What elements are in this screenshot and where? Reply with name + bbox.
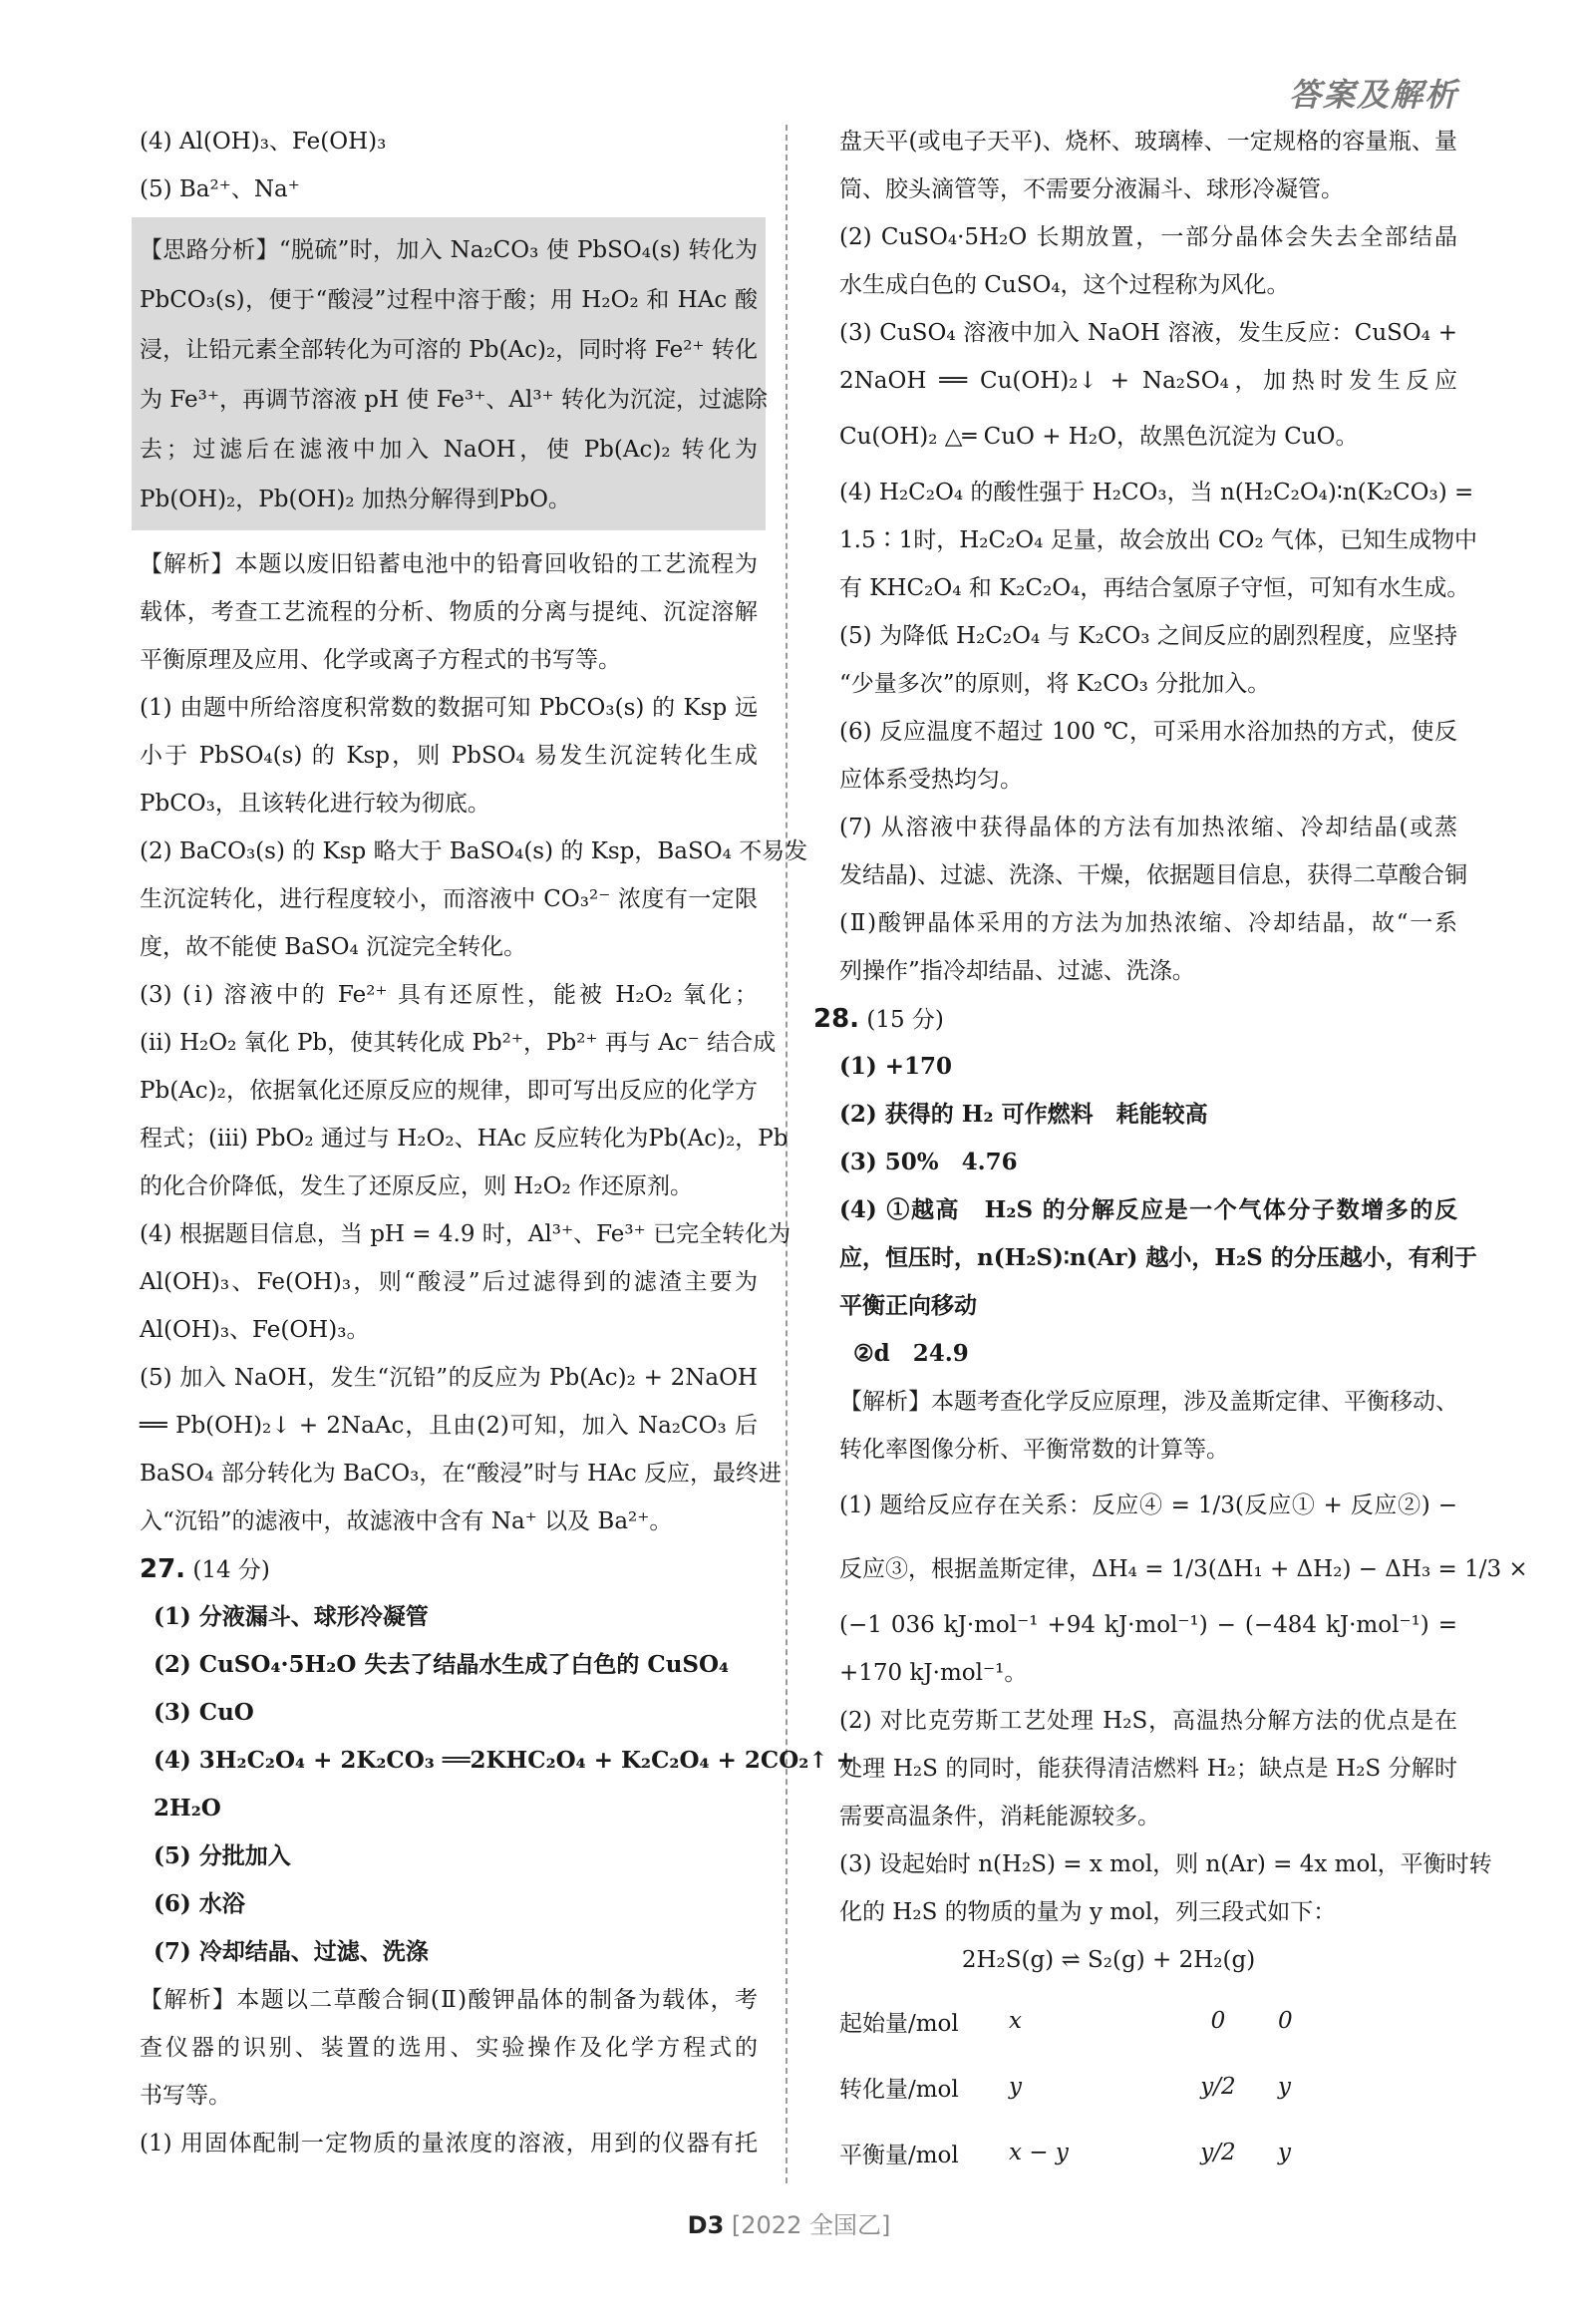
solution-line: (4) 根据题目信息，当 pH = 4.9 时，Al³⁺、Fe³⁺ 已完全转化为 (140, 1221, 791, 1247)
q28-solution-line: +170 kJ·mol⁻¹。 (839, 1660, 1028, 1686)
q27-solution-line: 书写等。 (140, 2083, 231, 2109)
solution-line: 小于 PbSO₄(s) 的 Ksp，则 PbSO₄ 易发生沉淀转化生成 (140, 743, 758, 769)
table-cell: 0 (1210, 2008, 1226, 2034)
q27-solution-line: 发结晶)、过滤、洗涤、干燥，依据题目信息，获得二草酸合铜 (839, 862, 1467, 888)
row-label: 转化量/mol (839, 2076, 959, 2103)
solution-line: 的化合价降低，发生了还原反应，则 H₂O₂ 作还原剂。 (140, 1173, 693, 1199)
analysis-line: 为 Fe³⁺，再调节溶液 pH 使 Fe³⁺、Al³⁺ 转化为沉淀，过滤除 (140, 387, 769, 413)
q27-answer: (1) 分液漏斗、球形冷凝管 (154, 1603, 429, 1630)
table-cell: y/2 (1200, 2074, 1236, 2100)
q28-answer: (3) 50% 4.76 (839, 1149, 1018, 1175)
solution-line: (5) 加入 NaOH，发生“沉铅”的反应为 Pb(Ac)₂ + 2NaOH (140, 1365, 758, 1391)
q27-solution-line: 应体系受热均匀。 (839, 767, 1023, 793)
table-cell: y (1009, 2074, 1022, 2100)
q27-answer: (3) CuO (154, 1699, 254, 1726)
solution-line: BaSO₄ 部分转化为 BaCO₃，在“酸浸”时与 HAc 反应，最终进 (140, 1461, 783, 1487)
question-score: (15 分) (866, 1007, 944, 1033)
q28-answer: (1) +170 (839, 1053, 953, 1080)
analysis-line: Pb(OH)₂，Pb(OH)₂ 加热分解得到PbO。 (140, 487, 571, 512)
exam-label: [2022 全国乙] (731, 2211, 891, 2239)
q27-answer: (2) CuSO₄·5H₂O 失去了结晶水生成了白色的 CuSO₄ (154, 1651, 730, 1678)
q27-solution-line: 水生成白色的 CuSO₄，这个过程称为风化。 (839, 272, 1290, 298)
solution-line: (1) 由题中所给溶度积常数的数据可知 PbCO₃(s) 的 Ksp 远 (140, 695, 758, 721)
q27-solution-line: (2) CuSO₄·5H₂O 长期放置，一部分晶体会失去全部结晶 (839, 224, 1457, 250)
q27-solution-line: 筒、胶头滴管等，不需要分液漏斗、球形冷凝管。 (839, 176, 1344, 202)
analysis-line: 浸，让铅元素全部转化为可溶的 Pb(Ac)₂，同时将 Fe²⁺ 转化 (140, 337, 758, 363)
q27-solution-line: (6) 反应温度不超过 100 ℃，可采用水浴加热的方式，使反 (839, 719, 1457, 745)
q27-solution-line: (1) 用固体配制一定物质的量浓度的溶液，用到的仪器有托 (140, 2131, 758, 2157)
page-footer (0, 2205, 1578, 2240)
table-cell: 0 (1278, 2008, 1293, 2034)
q27-solution-line: 1.5∶1时，H₂C₂O₄ 足量，故会放出 CO₂ 气体，已知生成物中 (839, 527, 1477, 553)
q28-solution-line: 反应③，根据盖斯定律，ΔH₄ = 1/3(ΔH₁ + ΔH₂) − ΔH₃ = 1/3 × (839, 1556, 1528, 1582)
solution-line: 度，故不能使 BaSO₄ 沉淀完全转化。 (140, 934, 527, 960)
answer-line: (4) Al(OH)₃、Fe(OH)₃ (140, 129, 387, 155)
q27-solution-line: 列操作”指冷却结晶、过滤、洗涤。 (839, 958, 1195, 984)
solution-line: PbCO₃，且该转化进行较为彻底。 (140, 791, 490, 817)
q28-solution-line: (2) 对比克劳斯工艺处理 H₂S，高温热分解方法的优点是在 (839, 1708, 1457, 1734)
q27-answer: (6) 水浴 (154, 1890, 245, 1917)
q27-answer: (4) 3H₂C₂O₄ + 2K₂CO₃ ══2KHC₂O₄ + K₂C₂O₄ + 2CO₂↑ + (154, 1747, 855, 1774)
solution-line: Pb(Ac)₂，依据氧化还原反应的规律，即可写出反应的化学方 (140, 1078, 758, 1104)
equilibrium-equation: 2H₂S(g) ⇌ S₂(g) + 2H₂(g) (961, 1947, 1256, 1973)
question-number: 28. (813, 1004, 860, 1034)
q27-solution-line: “少量多次”的原则，将 K₂CO₃ 分批加入。 (839, 671, 1271, 697)
q27-solution-line: Cu(OH)₂ △═ CuO + H₂O，故黑色沉淀为 CuO。 (839, 424, 1359, 450)
row-label: 平衡量/mol (839, 2142, 959, 2168)
solution-line: 载体，考查工艺流程的分析、物质的分离与提纯、沉淀溶解 (140, 599, 758, 625)
solution-line: ══ Pb(OH)₂↓ + 2NaAc，且由(2)可知，加入 Na₂CO₃ 后 (140, 1413, 758, 1439)
q27-answer: 2H₂O (154, 1795, 221, 1822)
q27-answer: (7) 冷却结晶、过滤、洗涤 (154, 1938, 429, 1965)
right-column (813, 118, 1528, 2185)
q28-solution-line: 化的 H₂S 的物质的量为 y mol，列三段式如下： (839, 1899, 1337, 1925)
q28-solution-line: 转化率图像分析、平衡常数的计算等。 (839, 1437, 1229, 1463)
table-cell: y (1278, 2074, 1291, 2100)
q27-solution-line: 查仪器的识别、装置的选用、实验操作及化学方程式的 (140, 2035, 758, 2061)
q28-answer: ②d 24.9 (853, 1340, 969, 1367)
q27-solution-line: (3) CuSO₄ 溶液中加入 NaOH 溶液，发生反应：CuSO₄ + (839, 320, 1457, 346)
page-header-title: 答案及解析 (1288, 76, 1458, 114)
question-score: (14 分) (192, 1557, 270, 1583)
question-number: 27. (140, 1554, 186, 1584)
table-cell: y (1278, 2140, 1291, 2165)
solution-line: (ⅱ) H₂O₂ 氧化 Pb，使其转化成 Pb²⁺，Pb²⁺ 再与 Ac⁻ 结合成 (140, 1030, 777, 1056)
question-28-heading (813, 995, 1457, 1043)
q27-answer: (5) 分批加入 (154, 1842, 291, 1869)
table-row (839, 2120, 1457, 2185)
page-number: D3 (687, 2211, 725, 2239)
q27-solution-line: 有 KHC₂O₄ 和 K₂C₂O₄，再结合氢原子守恒，可知有水生成。 (839, 575, 1470, 601)
table-row (839, 1988, 1457, 2054)
solution-line: 程式；(ⅲ) PbO₂ 通过与 H₂O₂、HAc 反应转化为Pb(Ac)₂，Pb (140, 1126, 789, 1152)
q28-solution-line: 【解析】本题考查化学反应原理，涉及盖斯定律、平衡移动、 (839, 1389, 1458, 1415)
q27-solution-line: (4) H₂C₂O₄ 的酸性强于 H₂CO₃，当 n(H₂C₂O₄)∶n(K₂CO₃) = (839, 480, 1474, 505)
q27-solution-line: 盘天平(或电子天平)、烧杯、玻璃棒、一定规格的容量瓶、量 (839, 129, 1457, 155)
analysis-line: 去；过滤后在滤液中加入 NaOH，使 Pb(Ac)₂ 转化为 (140, 437, 758, 463)
q27-solution-line: 【解析】本题以二草酸合铜(Ⅱ)酸钾晶体的制备为载体，考 (140, 1987, 758, 2013)
solution-line: (3) (ⅰ) 溶液中的 Fe²⁺ 具有还原性，能被 H₂O₂ 氧化； (140, 982, 758, 1008)
analysis-box (132, 217, 769, 530)
q28-solution-line: (1) 题给反应存在关系：反应④ = 1/3(反应① + 反应②) − (839, 1493, 1457, 1518)
solution-line: 生沉淀转化，进行程度较小，而溶液中 CO₃²⁻ 浓度有一定限 (140, 886, 758, 912)
table-cell: y/2 (1200, 2140, 1236, 2165)
q27-solution-line: 2NaOH ══ Cu(OH)₂↓ + Na₂SO₄，加热时发生反应 (839, 368, 1457, 394)
q28-solution-line: (3) 设起始时 n(H₂S) = x mol，则 n(Ar) = 4x mol，平衡时转 (839, 1851, 1492, 1877)
table-cell: x − y (1009, 2140, 1069, 2165)
q28-answer: (2) 获得的 H₂ 可作燃料 耗能较高 (839, 1101, 1208, 1128)
analysis-line: PbCO₃(s)，便于“酸浸”过程中溶于酸；用 H₂O₂ 和 HAc 酸 (140, 287, 758, 313)
q28-answer: 应，恒压时，n(H₂S)∶n(Ar) 越小，H₂S 的分压越小，有利于 (839, 1244, 1477, 1271)
answer-line: (5) Ba²⁺、Na⁺ (140, 176, 300, 202)
three-stage-table (839, 1988, 1457, 2185)
table-cell: x (1009, 2008, 1022, 2034)
analysis-line: 【思路分析】“脱硫”时，加入 Na₂CO₃ 使 PbSO₄(s) 转化为 (140, 237, 758, 263)
solution-line: 入“沉铅”的滤液中，故滤液中含有 Na⁺ 以及 Ba²⁺。 (140, 1508, 673, 1534)
q28-solution-line: (−1 036 kJ·mol⁻¹ +94 kJ·mol⁻¹) − (−484 kJ·mol⁻¹) = (839, 1612, 1457, 1638)
q28-solution-line: 需要高温条件，消耗能源较多。 (839, 1804, 1160, 1829)
q27-solution-line: (7) 从溶液中获得晶体的方法有加热浓缩、冷却结晶(或蒸 (839, 815, 1457, 840)
column-divider (786, 125, 788, 2183)
row-label: 起始量/mol (839, 2010, 959, 2037)
q28-solution-line: 处理 H₂S 的同时，能获得清洁燃料 H₂；缺点是 H₂S 分解时 (839, 1756, 1457, 1782)
q28-answer: 平衡正向移动 (839, 1292, 977, 1319)
solution-line: Al(OH)₃、Fe(OH)₃。 (140, 1317, 370, 1343)
q28-answer: (4) ①越高 H₂S 的分解反应是一个气体分子数增多的反 (839, 1196, 1457, 1223)
question-27-heading (140, 1545, 758, 1593)
solution-line: (2) BaCO₃(s) 的 Ksp 略大于 BaSO₄(s) 的 Ksp，BaSO₄ 不易发 (140, 838, 808, 864)
solution-line: 平衡原理及应用、化学或离子方程式的书写等。 (140, 647, 621, 673)
q27-solution-line: (5) 为降低 H₂C₂O₄ 与 K₂CO₃ 之间反应的剧烈程度，应坚持 (839, 623, 1457, 649)
q27-solution-line: (Ⅱ)酸钾晶体采用的方法为加热浓缩、冷却结晶，故“一系 (839, 910, 1457, 936)
solution-line: Al(OH)₃、Fe(OH)₃，则“酸浸”后过滤得到的滤渣主要为 (140, 1269, 758, 1295)
table-row (839, 2054, 1457, 2120)
solution-line: 【解析】本题以废旧铅蓄电池中的铅膏回收铅的工艺流程为 (140, 551, 758, 577)
